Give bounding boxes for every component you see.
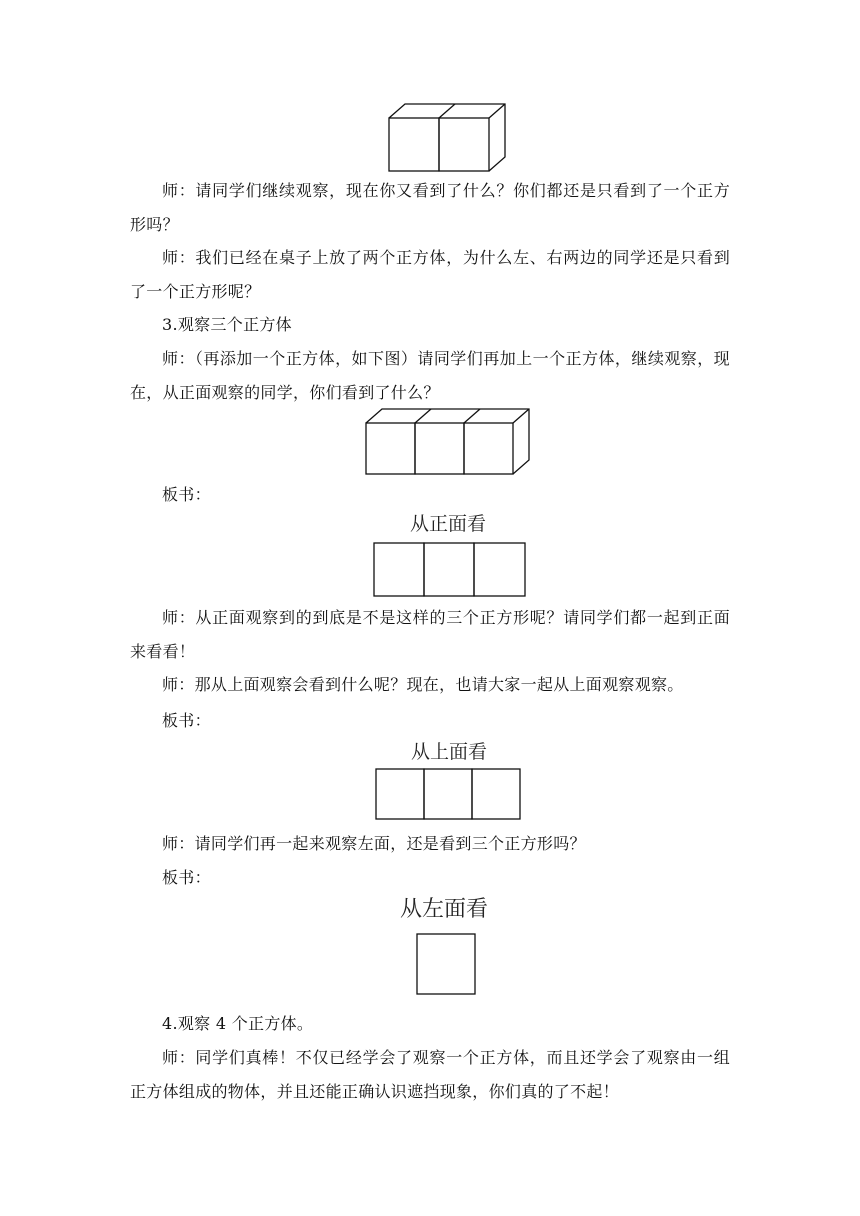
front-view-figure [373,542,527,598]
paragraph-5: 师：那从上面观察会看到什么呢？现在，也请大家一起从上面观察观察。 [162,675,684,694]
top-view-figure [375,768,523,821]
two-cubes-figure [388,103,508,175]
paragraph-6: 师：请同学们再一起来观察左面，还是看到三个正方形吗？ [162,834,586,853]
top-view-title: 从上面看 [411,741,488,763]
paragraph-7: 师：同学们真棒！不仅已经学会了观察一个正方体，而且还学会了观察由一组正方体组成的物体，并且还能正确认识遮挡现象，你们真的了不起！ [130,1048,730,1101]
board-label-2: 板书： [162,711,211,730]
paragraph-3: 师：（再添加一个正方体，如下图）请同学们再加上一个正方体，继续观察，现在，从正面观察的同学，你们看到了什么？ [130,349,730,402]
left-view-figure [416,933,478,997]
paragraph-4: 师：从正面观察到的到底是不是这样的三个正方形呢？请同学们都一起到正面来看看！ [130,608,730,661]
section-heading-3: 3.观察三个正方体 [162,315,292,334]
paragraph-2: 师：我们已经在桌子上放了两个正方体，为什么左、右两边的同学还是只看到了一个正方形呢？ [130,248,730,301]
three-cubes-figure [365,408,535,478]
left-view-title: 从左面看 [400,897,489,922]
section-heading-4: 4.观察 4 个正方体。 [162,1014,314,1033]
front-view-title: 从正面看 [410,513,487,535]
paragraph-1: 师：请同学们继续观察，现在你又看到了什么？你们都还是只看到了一个正方形吗？ [130,181,730,234]
board-label-1: 板书： [162,485,211,504]
board-label-3: 板书： [162,868,211,887]
